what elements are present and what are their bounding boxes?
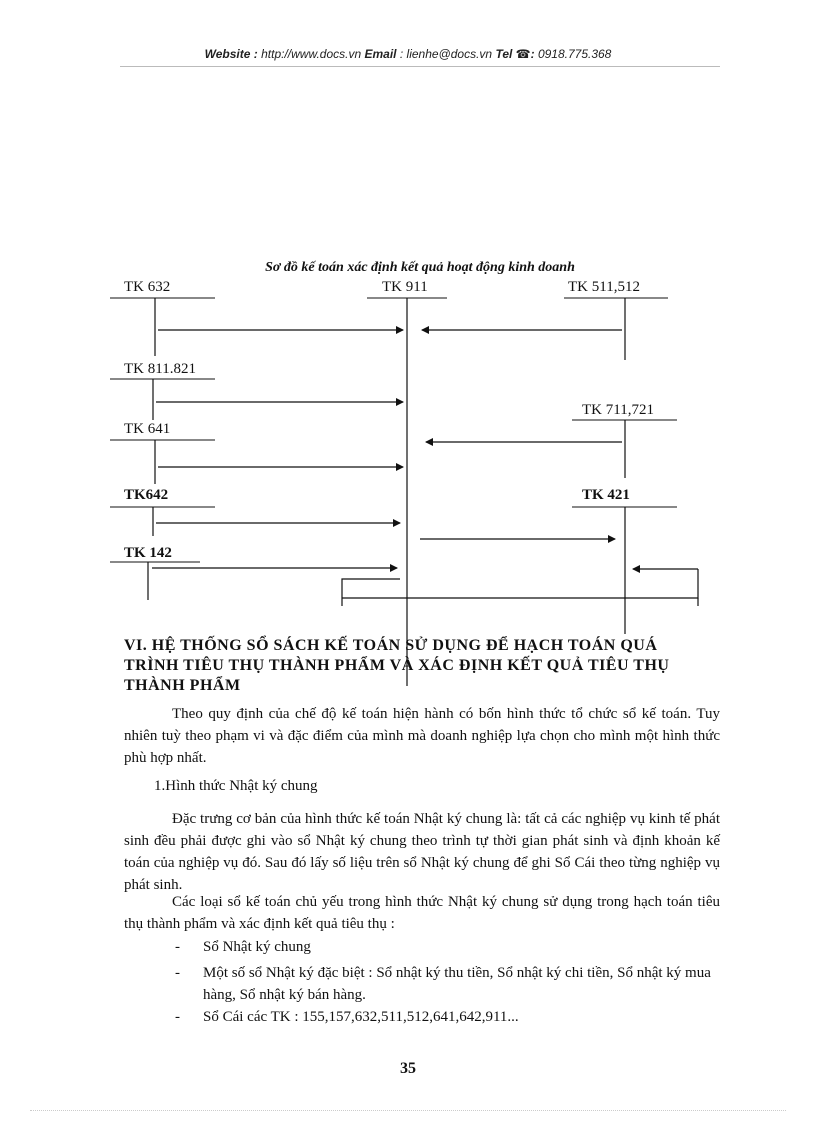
section-heading-line-2: TRÌNH TIÊU THỤ THÀNH PHẨM VÀ XÁC ĐỊNH KẾT QUẢ TIÊU THỤ xyxy=(124,657,670,674)
paragraph-book-types xyxy=(124,891,720,935)
account-label-811: TK 811.821 xyxy=(124,361,196,377)
bullet-dash: - xyxy=(175,939,180,955)
account-label-642: TK642 xyxy=(124,487,169,503)
account-label-641: TK 641 xyxy=(124,421,171,437)
list-item xyxy=(175,1006,725,1028)
loss-transfer-line xyxy=(342,569,698,598)
paragraph-characteristics-text: Đặc trưng cơ bản của hình thức kế toán Nhật ký chung là: tất cả các nghiệp vụ kinh tế phát sinh đều phải được ghi vào sổ Nhật ký chung theo trình tự thời gian phát sinh và định khoản kế toán của nghiệp vụ đó. Sau đó lấy số liệu trên sổ Nhật ký chung để ghi Sổ Cái theo từng nghiệp vụ phát sinh. xyxy=(124,811,720,893)
account-label-142: TK 142 xyxy=(124,545,172,561)
email-value[interactable]: : lienhe@docs.vn xyxy=(399,47,493,61)
tel-label: Tel ☎: xyxy=(495,47,535,61)
bullet-dash: - xyxy=(175,965,180,981)
list-item-text: Sổ Cái các TK : 155,157,632,511,512,641,642,911... xyxy=(203,1009,519,1025)
list-item xyxy=(175,962,725,1006)
paragraph-characteristics xyxy=(124,808,720,896)
list-item-text: Một số sổ Nhật ký đặc biệt : Sổ nhật ký thu tiền, Sổ nhật ký chi tiền, Sổ nhật ký mua hàng, Sổ nhật ký bán hàng. xyxy=(203,965,711,1003)
paragraph-book-types-text: Các loại sổ kế toán chủ yếu trong hình thức Nhật ký chung sử dụng trong hạch toán tiêu thụ thành phẩm và xác định kết quả tiêu thụ : xyxy=(124,894,720,932)
account-label-421: TK 421 xyxy=(582,487,630,503)
account-label-511: TK 511,512 xyxy=(568,279,640,295)
website-url[interactable]: http://www.docs.vn xyxy=(261,47,362,61)
section-heading-line-1: VI. HỆ THỐNG SỔ SÁCH KẾ TOÁN SỬ DỤNG ĐỂ HẠCH TOÁN QUÁ xyxy=(124,637,658,654)
section-heading xyxy=(124,636,724,696)
intro-paragraph xyxy=(124,703,720,769)
loss-transfer-bracket xyxy=(342,579,400,606)
footer-divider xyxy=(30,1110,786,1111)
account-label-711: TK 711,721 xyxy=(582,402,654,418)
bullet-dash: - xyxy=(175,1009,180,1025)
section-heading-line-3: THÀNH PHẨM xyxy=(124,677,241,694)
page-number: 35 xyxy=(400,1060,416,1077)
intro-text: Theo quy định của chế độ kế toán hiện hành có bốn hình thức tổ chức sổ kế toán. Tuy nhiên tuỳ theo phạm vi và đặc điểm của mình mà doanh nghiệp lựa chọn cho mình một hình thức phù hợp nhất. xyxy=(124,706,720,766)
subheading-nhat-ky-chung: 1.Hình thức Nhật ký chung xyxy=(154,778,318,794)
email-label: Email xyxy=(364,47,397,61)
account-label-632: TK 632 xyxy=(124,279,171,295)
account-label-911: TK 911 xyxy=(382,279,428,295)
list-item xyxy=(175,936,725,958)
list-item-text: Sổ Nhật ký chung xyxy=(203,939,311,955)
tel-value: 0918.775.368 xyxy=(537,47,612,61)
website-label: Website : xyxy=(204,47,258,61)
diagram-title: Sơ đồ kế toán xác định kết quả hoạt động kinh doanh xyxy=(265,260,575,275)
